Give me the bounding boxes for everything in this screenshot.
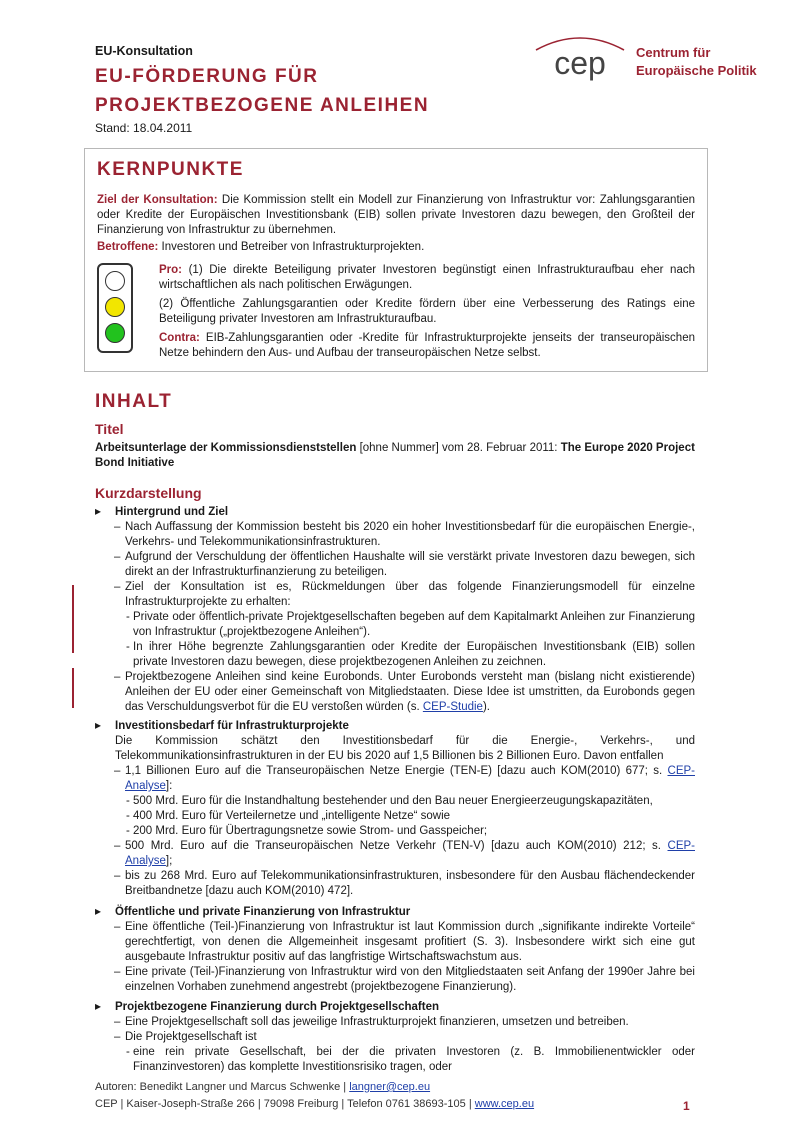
list-item: – Aufgrund der Verschuldung der öffentlichen Haushalte will sie verstärkt private Investoren dazu bewegen, sich direkt an der Infrastrukturfinanzierung zu beteiligen. (95, 550, 695, 580)
org-name (636, 44, 757, 80)
sub-list-item: - eine rein private Gesellschaft, bei der die privaten Investoren (z. B. Immobilienentwickler oder Finanzinvestoren) das komplette Investitionsrisiko tragen, oder (95, 1045, 695, 1075)
doc-date: Stand: 18.04.2011 (95, 121, 193, 135)
section-heading: ▸ Projektbezogene Finanzierung durch Projektgesellschaften (95, 1000, 695, 1015)
section-intro: Die Kommission schätzt den Investitionsbedarf für die Energie-, Verkehrs-, und Telekommunikationsinfrastrukturen in der EU bis 2020 auf 1,5 Billionen bis 2 Billionen Euro. Davon entfallen (115, 735, 695, 762)
kurzdarstellung-heading: Kurzdarstellung (95, 485, 202, 501)
doc-kicker: EU-Konsultation (95, 44, 193, 58)
list-item-text: 500 Mrd. Euro auf die Transeuropäischen Netze Verkehr (TEN-V) [dazu auch KOM(2010) 212; s. (125, 840, 668, 852)
list-item-text-end: ]: (165, 780, 173, 792)
betroffene-paragraph (97, 240, 695, 255)
contra-label: Contra: (159, 332, 200, 344)
change-bar (72, 668, 74, 708)
cep-analyse-link-1[interactable]: CEP-Analyse (125, 765, 695, 792)
list-item (95, 764, 695, 794)
email-link[interactable]: langner@cep.eu (349, 1081, 431, 1093)
pro-label: Pro: (159, 264, 182, 276)
pro-paragraph-1 (159, 263, 695, 293)
betroffene-text: Investoren und Betreiber von Infrastrukturprojekten. (158, 241, 425, 253)
change-bar (72, 585, 74, 653)
list-item-text-end: ]; (165, 855, 173, 867)
pro-text-1: (1) Die direkte Beteiligung privater Investoren begünstigt einen Infrastrukturaufbau eher nach wirtschaftlichen als nach politischen Erwägungen. (159, 264, 695, 291)
footer-authors (95, 1081, 430, 1093)
list-item: – Nach Auffassung der Kommission besteht bis 2020 ein hoher Investitionsbedarf für die europäischen Energie-, Verkehrs- und Telekommunikationsinfrastrukturen. (95, 520, 695, 550)
titel-paragraph (95, 441, 695, 471)
footer-address (95, 1098, 534, 1110)
sub-list-item: - 500 Mrd. Euro für die Instandhaltung bestehender und den Bau neuer Energieerzeugungskapazitäten, (95, 794, 695, 809)
section-investitionsbedarf (95, 719, 695, 899)
list-item-text-end: ). (482, 701, 490, 713)
page-number: 1 (683, 1099, 690, 1113)
ziel-text: Die Kommission stellt ein Modell zur Finanzierung von Infrastruktur vor: Zahlungsgarantien oder Kredite der Europäischen Investitionsbank (EIB) sollen private Investoren dazu bewegen, den Großteil der Finanzierung von Infrastruktur zu übernehmen. (97, 194, 695, 236)
sub-list-item: - Private oder öffentlich-private Projektgesellschaften begeben auf dem Kapitalmarkt Anleihen zur Finanzierung von Infrastruktur („projektbezogene Anleihen“). (95, 610, 695, 640)
footer-address-text: CEP | Kaiser-Joseph-Straße 266 | 79098 Freiburg | Telefon 0761 38693-105 | (95, 1098, 475, 1110)
sub-list-item: - In ihrer Höhe begrenzte Zahlungsgarantien oder Kredite der Europäischen Investitionsbank (EIB) sollen private Investoren dazu bewegen, diese projektbezogenen Anleihen zu zeichnen. (95, 640, 695, 670)
kernpunkte-heading: KERNPUNKTE (97, 159, 244, 180)
section-hintergrund (95, 505, 695, 715)
traffic-light-icon (97, 263, 133, 353)
list-item: – Eine Projektgesellschaft soll das jeweilige Infrastrukturprojekt finanzieren, umsetzen und betreiben. (95, 1015, 695, 1030)
website-link[interactable]: www.cep.eu (474, 1098, 535, 1110)
traffic-light-white-lamp (105, 271, 125, 291)
betroffene-label: Betroffene: (97, 241, 159, 253)
section-projektgesellschaften (95, 1000, 695, 1075)
list-item: – Eine private (Teil-)Finanzierung von Infrastruktur wird von den Mitgliedstaaten seit Anfang der 1990er Jahre bei einzelnen Vorhaben zunehmend angestrebt (projektbezogene Finanzierung). (95, 965, 695, 995)
list-item-text: Projektbezogene Anleihen sind keine Eurobonds. Unter Eurobonds versteht man (bislang nicht existierende) Anleihen der EU oder einer Gemeinschaft von Mitgliedstaaten. Diese Idee ist umstritten, da Eurobonds gegen das Verschuldungsverbot für die EU verstoßen würden (s. (125, 671, 695, 713)
list-item (95, 839, 695, 869)
titel-bold-1: Arbeitsunterlage der Kommissionsdienststellen (95, 442, 357, 454)
section-finanzierung (95, 905, 695, 995)
list-item: – Die Projektgesellschaft ist (95, 1030, 695, 1045)
list-item (95, 670, 695, 715)
list-item: – Eine öffentliche (Teil-)Finanzierung von Infrastruktur ist laut Kommission durch „signifikante indirekte Vorteile“ gerechtfertigt, von denen die Allgemeinheit insgesamt profitiert (S. 3). Insbesondere wirkt sich eine gut ausgebaute Infrastruktur positiv auf das langfristige Wirtschaftswachstum aus. (95, 920, 695, 965)
titel-heading: Titel (95, 421, 124, 437)
inhalt-heading: INHALT (95, 391, 173, 412)
section-heading: ▸ Hintergrund und Ziel (95, 505, 695, 520)
contra-paragraph (159, 331, 695, 361)
traffic-light-yellow-lamp (105, 297, 125, 317)
footer-authors-text: Autoren: Benedikt Langner und Marcus Schwenke | (95, 1081, 350, 1093)
org-name-line2: Europäische Politik (636, 63, 757, 78)
titel-normal: [ohne Nummer] vom 28. Februar 2011: (356, 442, 561, 454)
doc-title (95, 62, 429, 120)
contra-text: EIB-Zahlungsgarantien oder -Kredite für Infrastrukturprojekte jenseits der transeuropäischen Netze behindern den Aus- und Aufbau der transeuropäischen Netze selbst. (159, 332, 695, 359)
list-item: – bis zu 268 Mrd. Euro auf Telekommunikationsinfrastrukturen, insbesondere für den Ausbau flächendeckender Breitbandnetze [dazu auch KOM(2010) 472]. (95, 869, 695, 899)
cep-studie-link[interactable]: CEP-Studie (422, 701, 483, 713)
list-item-text: 1,1 Billionen Euro auf die Transeuropäischen Netze Energie (TEN-E) [dazu auch KOM(2010) 677; s. (125, 765, 668, 777)
list-item: – Ziel der Konsultation ist es, Rückmeldungen über das folgende Finanzierungsmodell für einzelne Infrastrukturprojekte zu erhalten: (95, 580, 695, 610)
section-heading: ▸ Öffentliche und private Finanzierung von Infrastruktur (95, 905, 695, 920)
traffic-light-green-lamp (105, 323, 125, 343)
pro-paragraph-2: (2) Öffentliche Zahlungsgarantien oder Kredite fördern über eine Verbesserung des Ratings eine Beteiligung privater Investoren am Infrastrukturaufbau. (159, 298, 695, 325)
sub-list-item: - 400 Mrd. Euro für Verteilernetze und „intelligente Netze“ sowie (95, 809, 695, 824)
doc-title-line2: PROJEKTBEZOGENE ANLEIHEN (95, 95, 430, 116)
kernpunkte-box (84, 148, 708, 372)
titel-bold-2: The Europe 2020 Project Bond Initiative (95, 442, 695, 469)
cep-logo (530, 30, 630, 84)
org-name-line1: Centrum für (636, 45, 711, 60)
ziel-paragraph (97, 193, 695, 238)
section-heading: ▸ Investitionsbedarf für Infrastrukturprojekte (95, 719, 695, 734)
doc-title-line1: EU-FÖRDERUNG FÜR (95, 66, 319, 87)
ziel-label: Ziel der Konsultation: (97, 194, 218, 206)
sub-list-item: - 200 Mrd. Euro für Übertragungsnetze sowie Strom- und Gasspeicher; (95, 824, 695, 839)
cep-analyse-link-2[interactable]: CEP-Analyse (125, 840, 695, 867)
logo-text: cep (554, 45, 606, 81)
